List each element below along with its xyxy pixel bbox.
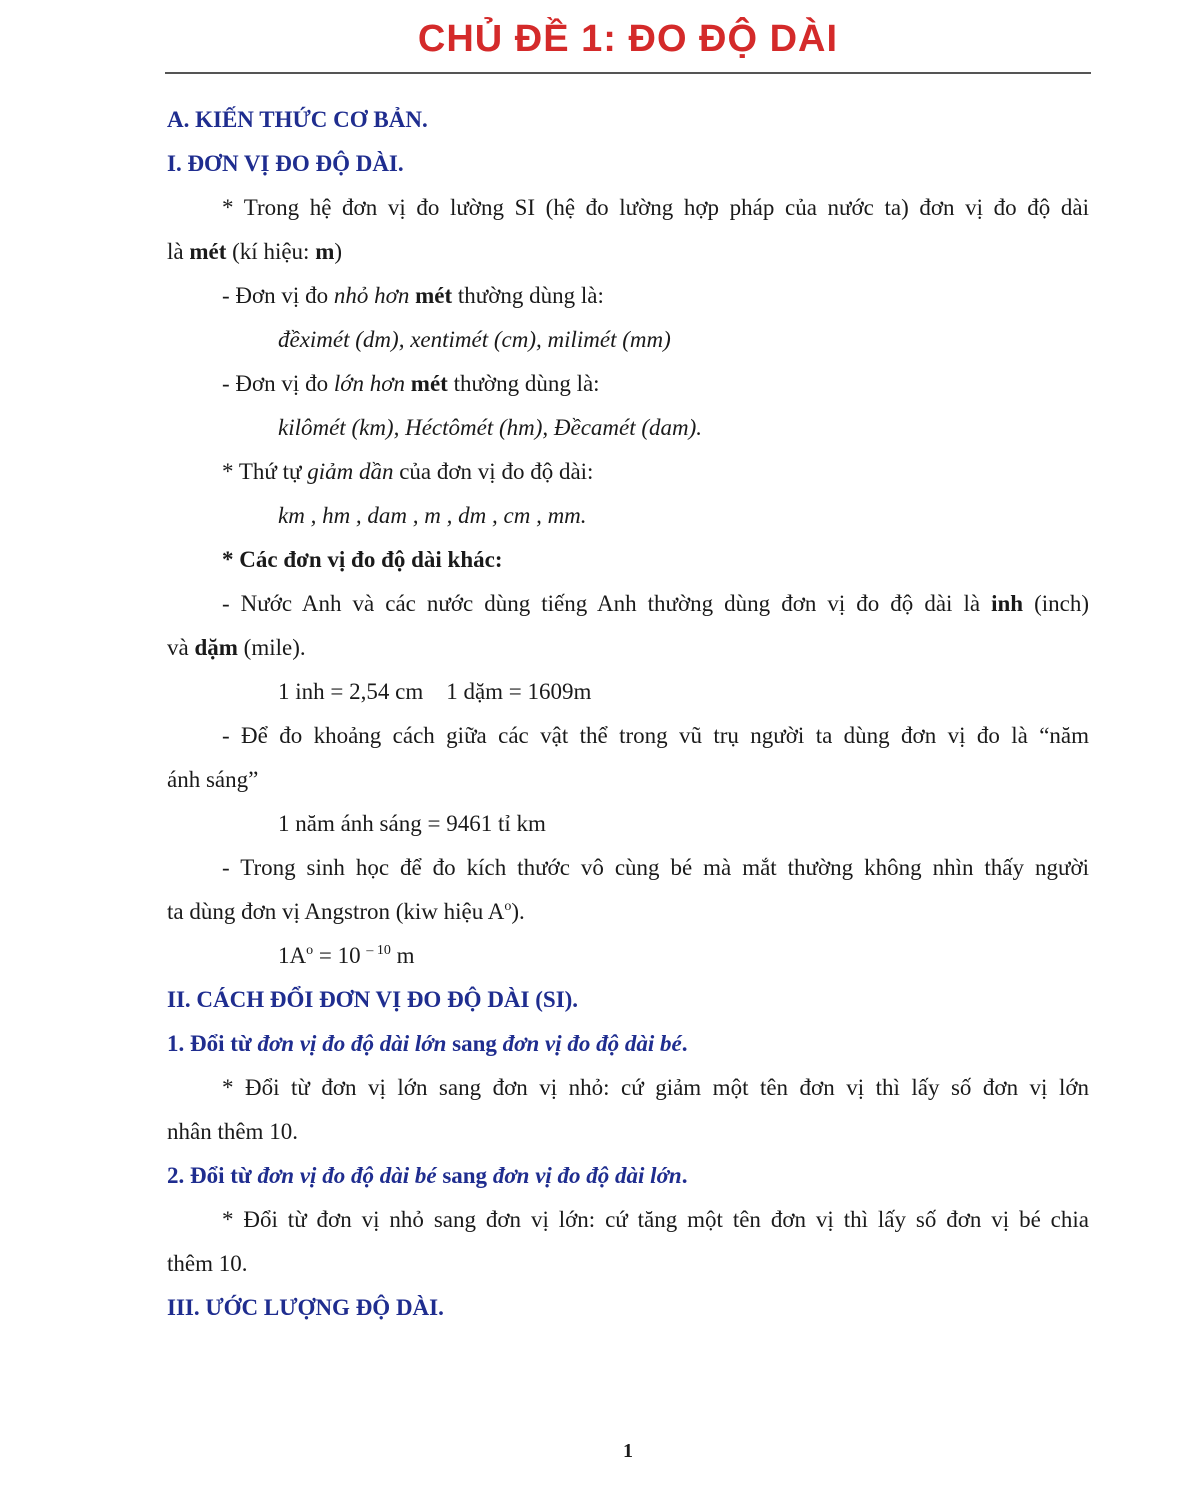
larger-units-intro: - Đơn vị đo lớn hơn mét thường dùng là: [222,371,600,396]
section-3-heading: III. ƯỚC LƯỢNG ĐỘ DÀI. [167,1295,444,1320]
subsection-2-text-line2: thêm 10. [167,1251,248,1276]
page-number: 1 [623,1440,633,1462]
section-a-heading: A. KIẾN THỨC CƠ BẢN. [167,107,428,132]
other-units-heading: * Các đơn vị đo độ dài khác: [222,547,503,572]
order-list: km , hm , dam , m , dm , cm , mm. [278,503,587,528]
section-1-heading: I. ĐƠN VỊ ĐO ĐỘ DÀI. [167,151,404,176]
smaller-units-intro: - Đơn vị đo nhỏ hơn mét thường dùng là: [222,283,604,308]
subsection-2-text-line1: * Đổi từ đơn vị nhỏ sang đơn vị lớn: cứ tăng một tên đơn vị thì lấy số đơn vị bé chia [222,1207,1089,1232]
lightyear-formula: 1 năm ánh sáng = 9461 tỉ km [278,811,546,836]
english-units-line2: và dặm (mile). [167,635,306,660]
paragraph-si-line2: là mét (kí hiệu: m) [167,239,343,264]
angstrom-line1: - Trong sinh học để đo kích thước vô cùng bé mà mắt thường không nhìn thấy người [222,855,1089,880]
order-intro: * Thứ tự giảm dần của đơn vị đo độ dài: [222,459,594,484]
english-units-formula: 1 inh = 2,54 cm 1 dặm = 1609m [278,679,592,704]
angstrom-line2: ta dùng đơn vị Angstron (kiw hiệu $A^o$). [167,899,525,924]
subsection-2-heading: 2. Đổi từ đơn vị đo độ dài bé sang đơn vị đo độ dài lớn. [167,1163,688,1188]
angstrom-formula: $1A^o = 10$ $^{- 10}$ m [278,943,415,968]
paragraph-si-line1: * Trong hệ đơn vị đo lường SI (hệ đo lường hợp pháp của nước ta) đơn vị đo độ dài [222,195,1089,220]
lightyear-line1: - Để đo khoảng cách giữa các vật thể trong vũ trụ người ta dùng đơn vị đo là “năm [222,723,1089,748]
subsection-1-text-line1: * Đổi từ đơn vị lớn sang đơn vị nhỏ: cứ giảm một tên đơn vị thì lấy số đơn vị lớn [222,1075,1089,1100]
smaller-units-list: đềximét (dm), xentimét (cm), milimét (mm) [278,327,671,352]
page-title: CHỦ ĐỀ 1: ĐO ĐỘ DÀI [417,18,839,60]
title-divider [165,72,1091,74]
larger-units-list: kilômét (km), Héctômét (hm), Đềcamét (dam). [278,415,703,440]
english-units-line1: - Nước Anh và các nước dùng tiếng Anh thường dùng đơn vị đo độ dài là inh (inch) [222,591,1090,616]
subsection-1-heading: 1. Đổi từ đơn vị đo độ dài lớn sang đơn vị đo độ dài bé. [167,1031,688,1056]
subsection-1-text-line2: nhân thêm 10. [167,1119,298,1144]
section-2-heading: II. CÁCH ĐỔI ĐƠN VỊ ĐO ĐỘ DÀI (SI). [167,987,579,1012]
lightyear-line2: ánh sáng” [167,767,259,792]
